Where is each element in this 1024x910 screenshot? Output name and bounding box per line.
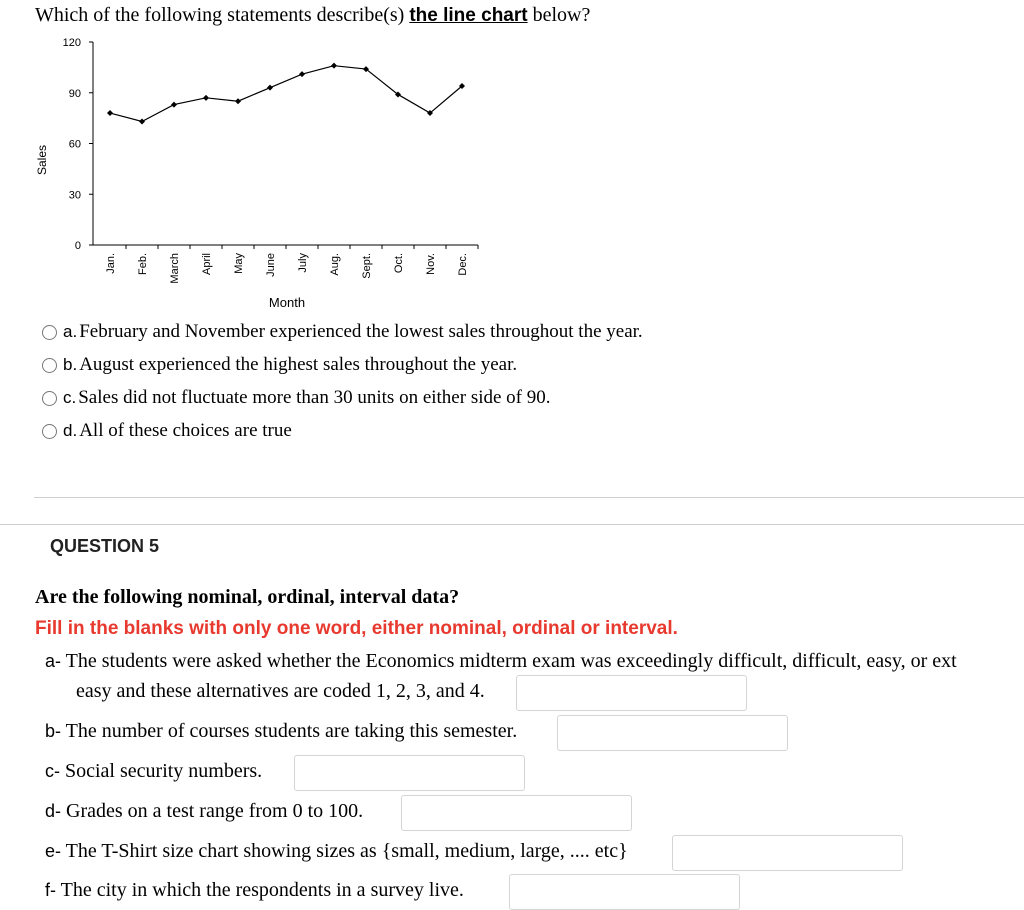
item-e-answer-input[interactable]	[672, 835, 903, 871]
option-a-letter: a.	[63, 322, 78, 341]
item-d-answer-input[interactable]	[401, 795, 632, 831]
y-tick-label: 120	[62, 37, 81, 49]
y-tick-label: 60	[68, 138, 81, 151]
item-a-text-line2: easy and these alternatives are coded 1, 2, 3, and 4.	[76, 680, 485, 702]
option-a[interactable]	[42, 321, 643, 343]
item-a-text-line1: The students were asked whether the Economics midterm exam was exceedingly difficult, difficult, easy, or ext	[65, 650, 957, 672]
data-point	[139, 119, 145, 125]
item-c-letter: c-	[45, 761, 60, 781]
y-axis-label: Sales	[35, 144, 49, 176]
option-c-letter: c.	[63, 388, 77, 407]
question-suffix: below?	[527, 4, 591, 26]
option-c[interactable]	[42, 387, 551, 409]
question-5-label: QUESTION 5	[50, 536, 160, 556]
option-c-text: Sales did not fluctuate more than 30 units on either side of 90.	[78, 387, 551, 408]
option-c-radio[interactable]	[42, 391, 57, 406]
y-tick-label: 30	[68, 189, 81, 202]
x-tick-label: Aug.	[329, 253, 341, 276]
x-axis-label: Month	[268, 295, 306, 310]
item-a-line1	[45, 650, 957, 673]
y-tick-labels	[63, 37, 93, 252]
sales-series-points	[107, 63, 465, 125]
item-a-letter: a-	[45, 651, 62, 671]
option-a-radio[interactable]	[42, 325, 57, 340]
data-point	[171, 102, 177, 108]
sales-series-line	[110, 66, 462, 122]
data-point	[235, 98, 241, 104]
x-tick-label: Oct.	[393, 253, 405, 274]
x-tick-label: Nov.	[425, 253, 437, 275]
item-e	[45, 840, 628, 863]
item-f	[45, 879, 464, 902]
section-divider	[34, 497, 1024, 498]
question-5-heading: Are the following nominal, ordinal, interval data?	[35, 586, 460, 608]
item-f-text: The city in which the respondents in a survey live.	[60, 879, 464, 901]
sales-line-chart	[0, 30, 500, 315]
item-b-answer-input[interactable]	[557, 715, 788, 751]
item-b-letter: b-	[45, 721, 62, 741]
item-e-text: The T-Shirt size chart showing sizes as {small, medium, large, .... etc}	[65, 840, 628, 862]
x-tick-labels	[105, 245, 478, 284]
item-c-text: Social security numbers.	[65, 760, 263, 782]
question-prompt	[35, 4, 590, 27]
option-b[interactable]	[42, 354, 517, 376]
data-point	[107, 110, 113, 116]
y-tick-label: 0	[74, 240, 81, 252]
option-b-letter: b.	[63, 355, 78, 374]
option-d-radio[interactable]	[42, 424, 57, 439]
x-tick-label: June	[265, 253, 277, 277]
option-d[interactable]	[42, 420, 292, 442]
option-a-text: February and November experienced the lowest sales throughout the year.	[79, 321, 643, 342]
x-tick-label: Sept.	[361, 253, 373, 279]
item-c	[45, 760, 262, 783]
item-f-answer-input[interactable]	[509, 874, 740, 910]
question-divider	[0, 524, 1024, 525]
item-d	[45, 800, 363, 823]
item-a-answer-input[interactable]	[516, 675, 747, 711]
question-5-instruction: Fill in the blanks with only one word, either nominal, ordinal or interval.	[35, 618, 678, 639]
data-point	[299, 71, 305, 77]
item-f-letter: f-	[45, 880, 56, 900]
option-d-letter: d.	[63, 421, 78, 440]
option-d-text: All of these choices are true	[79, 420, 292, 441]
x-tick-label: Feb.	[137, 253, 149, 276]
x-tick-label: Dec.	[457, 253, 469, 276]
x-tick-label: April	[201, 253, 213, 276]
item-c-answer-input[interactable]	[294, 755, 525, 791]
item-d-text: Grades on a test range from 0 to 100.	[66, 800, 364, 822]
x-tick-label: March	[169, 253, 181, 284]
option-b-radio[interactable]	[42, 358, 57, 373]
data-point	[331, 63, 337, 69]
y-tick-label: 90	[68, 87, 81, 100]
x-tick-label: July	[297, 253, 309, 273]
option-b-text: August experienced the highest sales throughout the year.	[79, 354, 518, 375]
item-b	[45, 720, 517, 743]
item-d-letter: d-	[45, 801, 62, 821]
data-point	[267, 85, 273, 91]
line-chart-link[interactable]: the line chart	[409, 5, 528, 26]
item-b-text: The number of courses students are taking this semester.	[65, 720, 518, 742]
chart-axes	[93, 42, 478, 245]
data-point	[203, 95, 209, 101]
x-tick-label: Jan.	[105, 253, 117, 274]
x-tick-label: May	[233, 253, 245, 274]
question-prefix: Which of the following statements describe(s)	[35, 4, 410, 26]
item-e-letter: e-	[45, 841, 62, 861]
